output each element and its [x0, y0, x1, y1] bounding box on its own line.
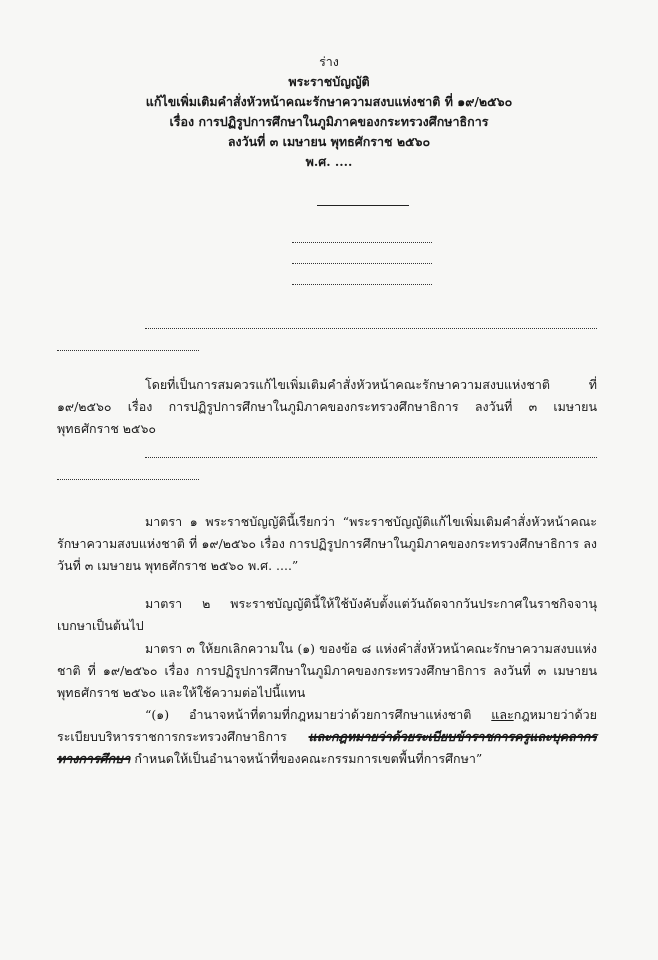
section-1-text: มาตรา ๑ พระราชบัญญัตินี้เรียกว่า “พระราชบัญญัติแก้ไขเพิ่มเติมคำสั่งหัวหน้าคณะรักษาความสงบแห่งชาติ ที่ ๑๙/๒๕๖๐ เรื่อง การปฏิรูปการศึกษาในภูมิภาคของกระทรวงศึกษาธิการ ลงวันที่ ๓ เมษายน พุทธศักราช ๒๕๖๐ พ.ศ. ....”: [57, 514, 597, 573]
section-3-text: มาตรา ๓ ให้ยกเลิกความใน (๑) ของข้อ ๘ แห่งคำสั่งหัวหน้าคณะรักษาความสงบแห่งชาติ ที่ ๑๙/๒๕๖๐ เรื่อง การปฏิรูปการศึกษาในภูมิภาคของกระทรวงศึกษาธิการ ลงวันที่ ๓ เมษายน พุทธศักราช ๒๕๖๐ และให้ใช้ความต่อไปนี้แทน: [57, 641, 597, 700]
section-1: [57, 511, 597, 577]
draft-label: ร่าง: [319, 54, 339, 69]
dotted-line-4: [145, 328, 597, 329]
title-line-4: พ.ศ. ....: [305, 154, 353, 169]
title-line-2: เรื่อง การปฏิรูปการศึกษาในภูมิภาคของกระทรวงศึกษาธิการ: [169, 114, 489, 129]
act-title: พระราชบัญญัติ: [288, 74, 370, 89]
quote-underlined-and: และ: [491, 707, 514, 722]
dotted-line-6: [145, 457, 597, 458]
dotted-line-7: [57, 479, 199, 480]
quote-part-c: กฎหมายว่าด้วยระเบียบบริหารราชการกระทรวงศึกษาธิการ: [57, 707, 597, 744]
section-2-text: มาตรา ๒ พระราชบัญญัตินี้ให้ใช้บังคับตั้งแต่วันถัดจากวันประกาศในราชกิจจานุเบกษาเป็นต้นไป: [57, 596, 597, 633]
title-line-1: แก้ไขเพิ่มเติมคำสั่งหัวหน้าคณะรักษาความสงบแห่งชาติ ที่ ๑๙/๒๕๖๐: [145, 94, 513, 109]
title-underline: [317, 205, 409, 206]
dotted-line-5: [57, 350, 199, 351]
quote-struck-text: และกฎหมายว่าด้วยระเบียบข้าราชการครูและบุคลากรทางการศึกษา: [57, 729, 597, 766]
dotted-line-1: [292, 242, 432, 243]
section-2: [57, 593, 597, 637]
preamble-paragraph: [57, 374, 597, 440]
quote-part-a: “(๑) อำนาจหน้าที่ตามที่กฎหมายว่าด้วยการศึกษาแห่งชาติ: [145, 707, 492, 722]
section-3: [57, 638, 597, 770]
dotted-line-2: [292, 263, 432, 264]
document-header: [0, 52, 658, 172]
dotted-line-3: [292, 284, 432, 285]
title-line-3: ลงวันที่ ๓ เมษายน พุทธศักราช ๒๕๖๐: [227, 134, 431, 149]
preamble-text: โดยที่เป็นการสมควรแก้ไขเพิ่มเติมคำสั่งหัวหน้าคณะรักษาความสงบแห่งชาติ ที่ ๑๙/๒๕๖๐ เรื่อง การปฏิรูปการศึกษาในภูมิภาคของกระทรวงศึกษาธิการ ลงวันที่ ๓ เมษายน พุทธศักราช ๒๕๖๐: [57, 377, 597, 436]
section-3-quote: [57, 704, 597, 770]
quote-part-d: กำหนดให้เป็นอำนาจหน้าที่ของคณะกรรมการเขตพื้นที่การศึกษา”: [130, 751, 483, 766]
